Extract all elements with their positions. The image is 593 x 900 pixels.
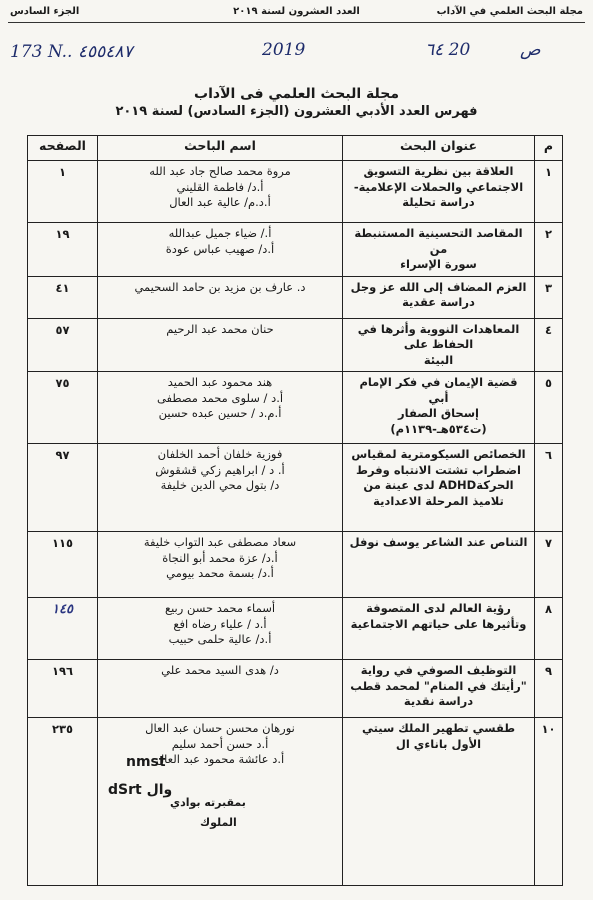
research-title-line: المقاصد التحسينية المستنبطة من [354,226,523,256]
researcher-name: مروة محمد صالح جاد عبد الله [149,164,291,178]
running-header-part: الجزء السادس [10,6,80,17]
research-title-line: دراسة تحليلة [402,195,475,210]
researcher-name: نورهان محسن حسان عبد العال [145,721,295,736]
researcher-names [98,598,343,660]
row-number: ٨ [535,598,563,660]
fragment-dsrt: وال dSrt [108,782,173,798]
table-row [28,718,563,886]
research-title-line: الاجتماعي والحملات الإعلامية- [353,179,524,194]
researcher-name: د/ هدى السيد محمد علي [161,663,279,678]
researcher-name: أ.د/ فاطمة القليني [176,179,264,194]
researcher-name: أسماء محمد حسن ربيع [164,601,276,616]
researcher-names [98,161,343,223]
research-title [343,318,535,372]
research-title [343,444,535,532]
table-row [28,318,563,372]
researcher-name: أ. د / ابراهيم زكي قشقوش [155,462,285,477]
fragment-kings: الملوك [200,816,237,829]
page-number: ١٩٦ [28,660,98,718]
research-title [343,372,535,444]
row-number: ١٠ [535,718,563,886]
research-title-line: الحركةADHD لدى عينة من [363,478,514,493]
research-title-line: اضطراب تشتت الانتباه وفرط [356,462,521,477]
researcher-names [98,318,343,372]
table-row [28,532,563,598]
research-title-line: العزم المضاف إلى الله عز وجل [350,279,527,294]
researcher-name: د/ بتول محي الدين خليفة [160,478,280,493]
research-title-line: التوظيف الصوفي في رواية [360,663,517,678]
table-row [28,276,563,318]
researcher-names [98,372,343,444]
research-title-line: طقسي تطهير الملك سيتي الأول باناءي ال [361,721,516,751]
research-title [343,718,535,886]
researcher-name: أ./ ضياء جميل عبدالله [168,226,272,240]
handwritten-annotation [0,40,593,66]
fragment-nmst: nmst [126,754,166,770]
research-title-line: سورة الإسراء [400,257,477,272]
table-row [28,444,563,532]
page-number: ١٩ [28,223,98,277]
page-number: ٤١ [28,276,98,318]
research-title-line: التناص عند الشاعر يوسف نوفل [349,535,528,550]
row-number: ٥ [535,372,563,444]
researcher-name: حنان محمد عبد الرحيم [166,321,274,336]
research-title [343,276,535,318]
research-title-line: (ت٥٣٤هـ-١١٣٩م) [390,421,487,436]
row-number: ٢ [535,223,563,277]
page-number: ٥٧ [28,318,98,372]
research-title-line: الخصائص السيكومترية لمقياس [351,447,526,462]
row-number: ٧ [535,532,563,598]
researcher-name: أ.د/ عالية حلمى حبيب [168,632,272,647]
researcher-name: أ.د/ بسمة محمد بيومي [166,566,274,581]
research-title [343,660,535,718]
research-title [343,598,535,660]
fragment-tomb: بمقبرته بوادي [170,796,246,809]
page-number: ٧٥ [28,372,98,444]
researcher-names [98,444,343,532]
page-number: ٢٣٥ [28,718,98,886]
research-title [343,223,535,277]
row-number: ١ [535,161,563,223]
research-title-line: المعاهدات النووية وأثرها في الحفاظ على [357,321,520,352]
header-num: م [535,136,563,161]
researcher-name: د. عارف بن مزيد بن حامد السحيمي [134,279,306,294]
row-number: ٦ [535,444,563,532]
research-title-line: العلاقة بين نظرية التسويق [363,164,514,178]
page-number: ١١٥ [28,532,98,598]
researcher-name: أ.د.م/ عالية عبد العال [169,195,271,210]
researcher-names [98,532,343,598]
header-title: عنوان البحث [343,136,535,161]
research-title-line: تلاميذ المرحلة الاعدادية [373,493,504,508]
research-title-line: رؤية العالم لدى المتصوفة [366,601,511,616]
page-number: ٩٧ [28,444,98,532]
researcher-names [98,223,343,277]
row-number: ٤ [535,318,563,372]
researcher-names [98,660,343,718]
researcher-names [98,718,343,886]
header-page: الصفحه [28,136,98,161]
research-title-line: دراسة عقدية [402,295,475,310]
handwritten-issue: ٦٤ 20 [425,40,471,60]
researcher-name: أ.د عائشة محمود عبد العال [155,752,285,767]
researcher-name: هند محمود عبد الحميد [167,375,273,390]
research-title-line: وتأثيرها على حياتهم الاجتماعية [350,616,527,631]
handwritten-ref: 173 N.. ٤٥٥٤٨٧ [10,42,133,62]
table-row [28,223,563,277]
researcher-name: فوزية خلفان أحمد الخلفان [157,447,283,462]
research-title [343,532,535,598]
table-row [28,598,563,660]
researcher-name: سعاد مصطفى عبد التواب خليفة [143,535,297,550]
research-title [343,161,535,223]
research-title-line: إسحاق الصفار [398,406,479,421]
research-title-line: قضية الإيمان في فكر الإمام أبي [359,375,518,405]
table-row [28,660,563,718]
header-authors: اسم الباحث [98,136,343,161]
table-body [28,161,563,886]
page-number: ١٤٥ [28,598,98,660]
table-row [28,161,563,223]
researcher-name: أ.د/ صهيب عباس عودة [165,241,275,256]
researcher-name: أ.د حسن أحمد سليم [171,736,269,751]
journal-title: مجلة البحث العلمي فى الآداب [194,86,399,102]
research-title-line: البيئة [423,352,454,367]
running-header [10,4,583,24]
row-number: ٩ [535,660,563,718]
research-title-line: "رأيتك في المنام" لمحمد قطب [350,678,527,693]
researcher-name: أ.د/ عزة محمد أبو النجاة [162,550,278,565]
handwritten-mark: ص [520,40,541,60]
researcher-names [98,276,343,318]
research-title-line: دراسة نقدية [403,694,474,709]
header-rule [8,22,585,23]
table-row [28,372,563,444]
running-header-journal: مجلة البحث العلمي في الآداب [436,6,583,17]
page-number: ١ [28,161,98,223]
index-title: فهرس العدد الأدبي العشرون (الجزء السادس) لسنة ٢٠١٩ [115,104,478,119]
table-header-row [28,136,563,161]
row-number: ٣ [535,276,563,318]
running-header-issue: العدد العشرون لسنة ٢٠١٩ [233,6,360,17]
researcher-name: أ.م.د / حسين عبده حسين [158,406,282,421]
contents-table [27,135,563,886]
researcher-name: أ.د / علياء رضاه افع [173,616,267,631]
researcher-name: أ.د / سلوى محمد مصطفى [156,390,284,405]
handwritten-year: 2019 [262,40,306,60]
